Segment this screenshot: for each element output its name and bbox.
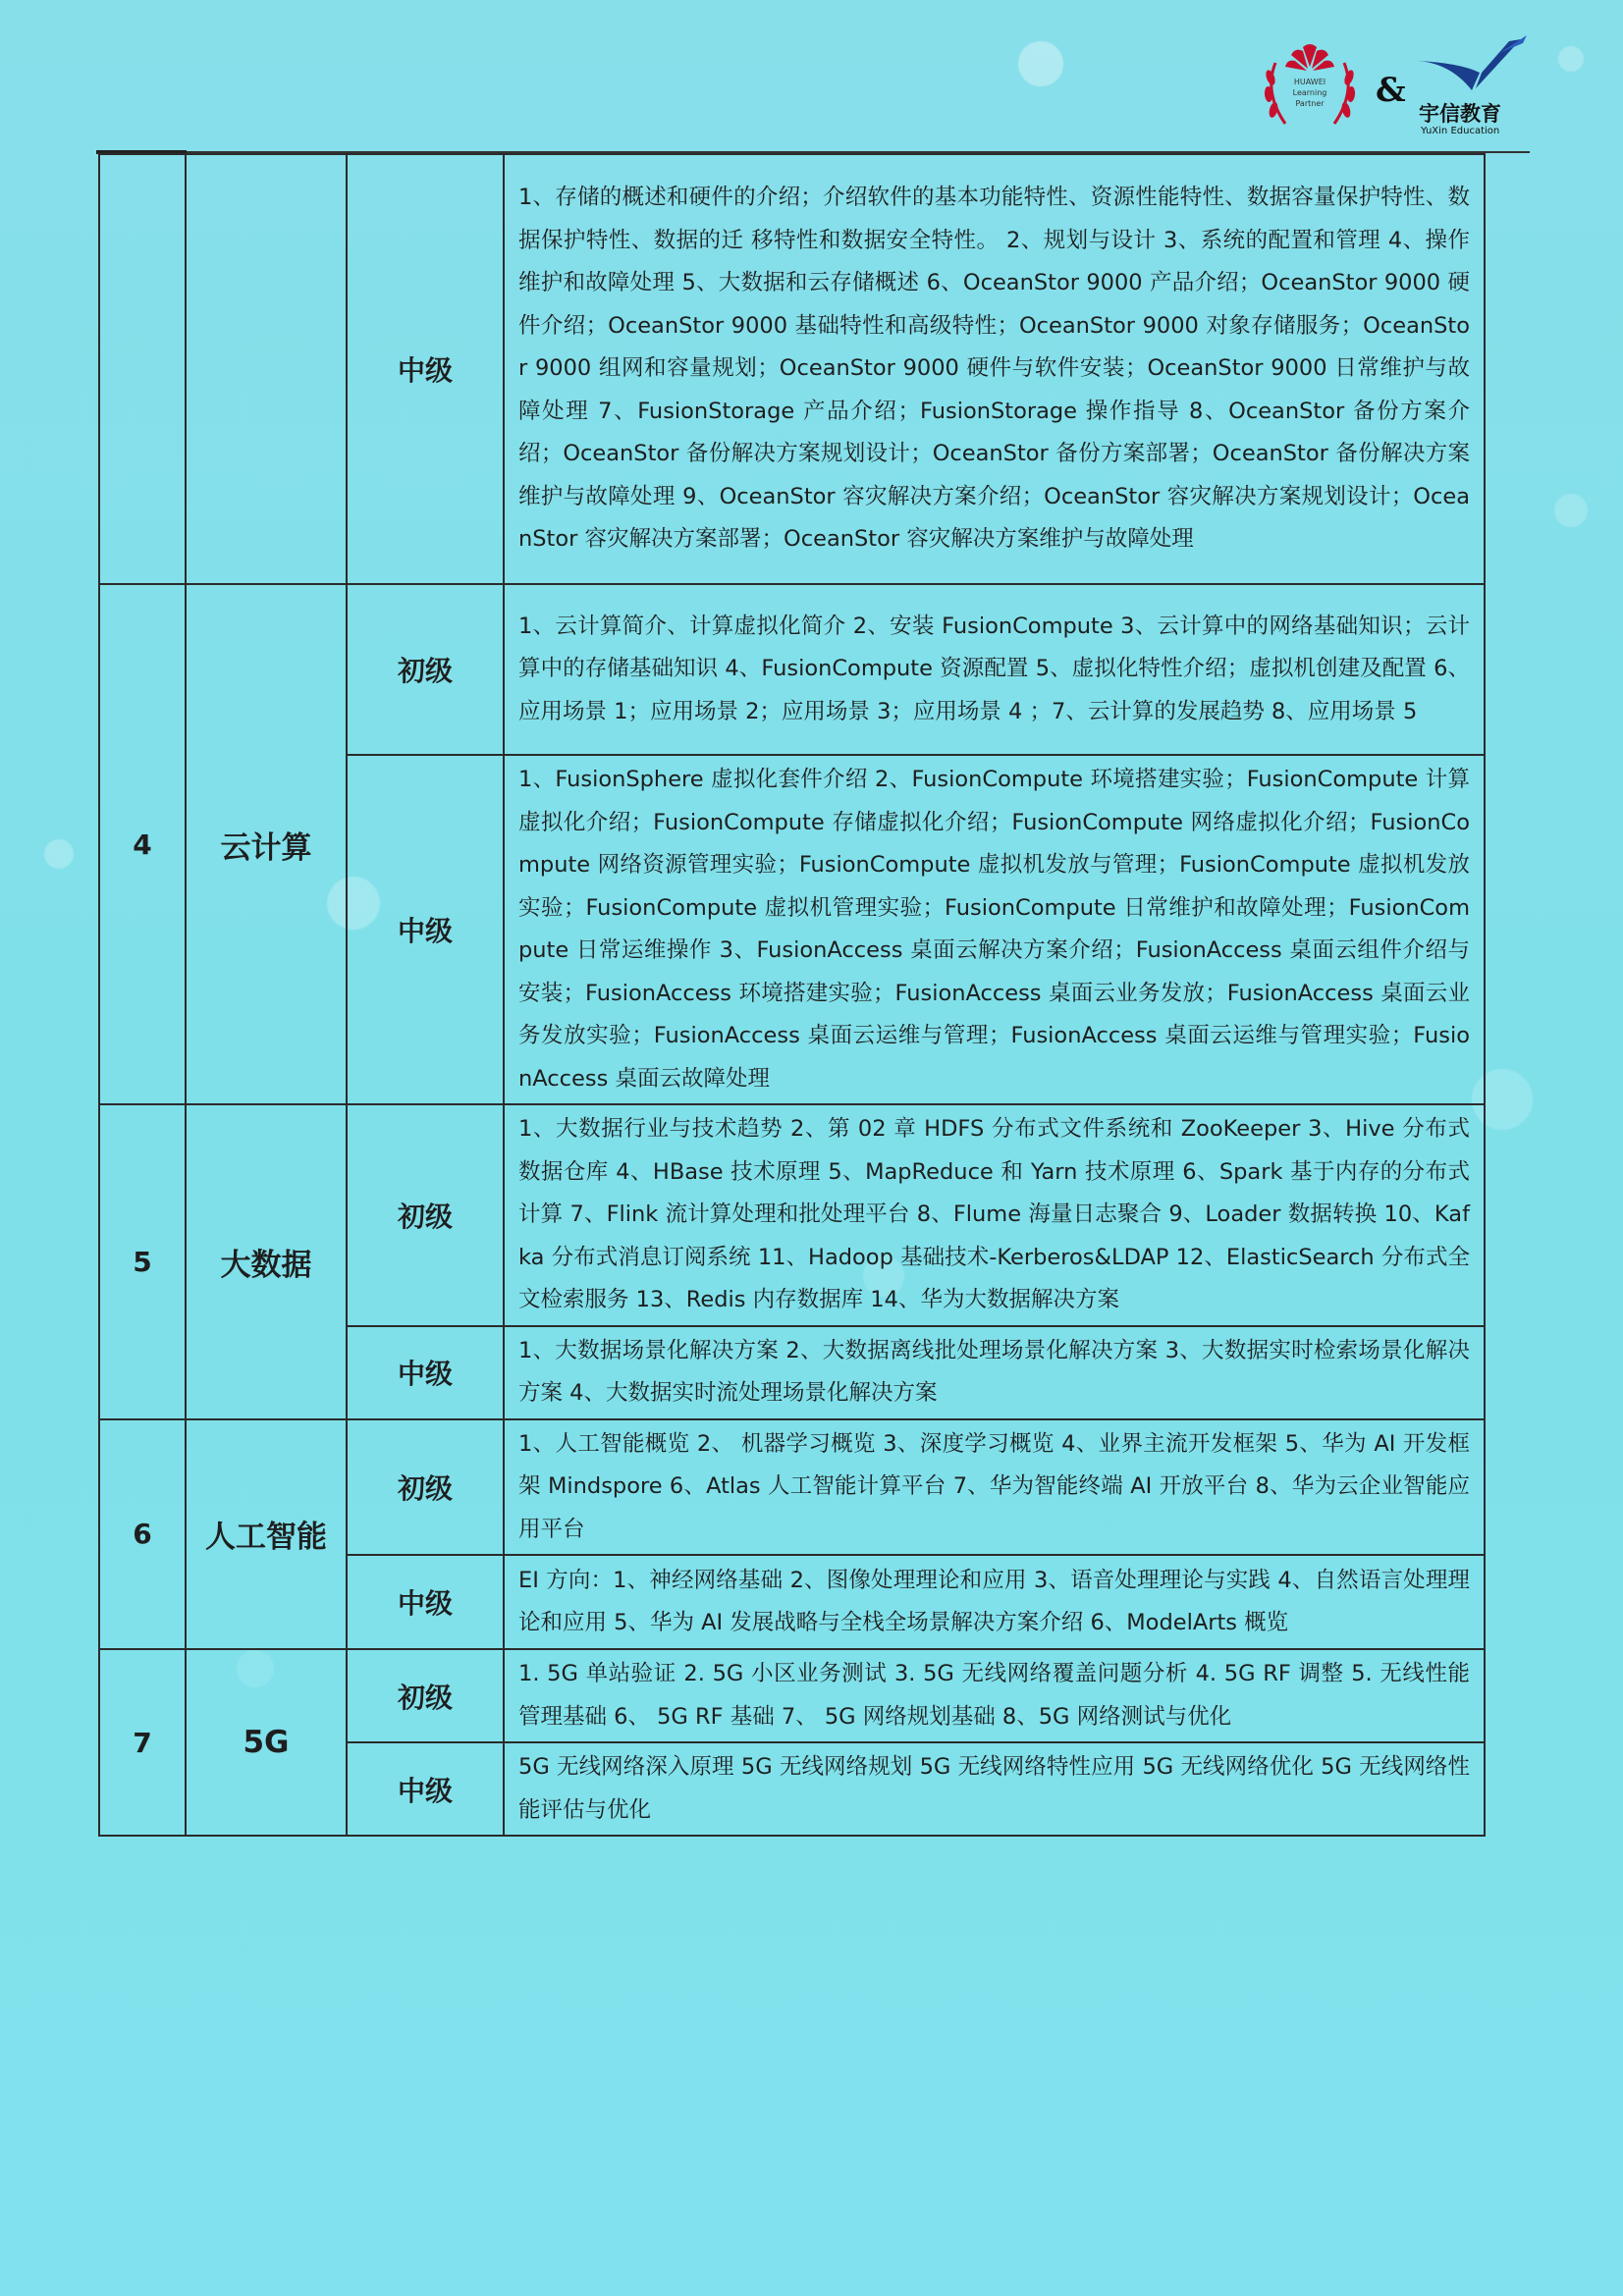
index-cell: 4	[99, 584, 186, 1104]
yuxin-wing-icon	[1411, 33, 1531, 96]
index-cell: 5	[99, 1104, 186, 1419]
content-cell: 1、大数据场景化解决方案 2、大数据离线批处理场景化解决方案 3、大数据实时检索场景化解决方案 4、大数据实时流处理场景化解决方案	[504, 1326, 1485, 1419]
table-row	[99, 1104, 1485, 1326]
content-cell: 1、存储的概述和硬件的介绍；介绍软件的基本功能特性、资源性能特性、数据容量保护特性、数据保护特性、数据的迁 移特性和数据安全特性。 2、规划与设计 3、系统的配置和管理 4、操作维护和故障处理 5、大数据和云存储概述 6、OceanStor 9000 产品介绍；OceanStor 9000 硬件介绍；OceanStor 9000 基础特性和高级特性；OceanStor 9000 对象存储服务；OceanStor 9000 组网和容量规划；OceanStor 9000 硬件与软件安装；OceanStor 9000 日常维护与故障处理 7、FusionStorage 产品介绍；FusionStorage 操作指导 8、OceanStor 备份方案介绍；OceanStor 备份解决方案规划设计；OceanStor 备份方案部署；OceanStor 备份解决方案维护与故障处理 9、OceanStor 容灾解决方案介绍；OceanStor 容灾解决方案规划设计；OceanStor 容灾解决方案部署；OceanStor 容灾解决方案维护与故障处理	[504, 154, 1485, 584]
badge-line-2: Learning	[1292, 88, 1327, 97]
level-cell: 初级	[347, 584, 504, 755]
level-cell: 中级	[347, 1742, 504, 1836]
header-logos	[1256, 33, 1531, 141]
index-cell: 6	[99, 1419, 186, 1650]
level-cell: 中级	[347, 1326, 504, 1419]
table-row	[99, 154, 1485, 584]
badge-line-1: HUAWEI	[1293, 78, 1326, 86]
level-cell: 中级	[347, 154, 504, 584]
level-cell: 初级	[347, 1419, 504, 1556]
level-cell: 中级	[347, 1555, 504, 1649]
level-cell: 中级	[347, 755, 504, 1104]
content-cell: 5G 无线网络深入原理 5G 无线网络规划 5G 无线网络特性应用 5G 无线网络优化 5G 无线网络性能评估与优化	[504, 1742, 1485, 1836]
yuxin-subtitle: YuXin Education	[1421, 126, 1500, 136]
index-cell: 7	[99, 1649, 186, 1836]
content-cell: 1、人工智能概览 2、 机器学习概览 3、深度学习概览 4、业界主流开发框架 5、华为 AI 开发框架 Mindspore 6、Atlas 人工智能计算平台 7、华为智能终端 AI 开放平台 8、华为云企业智能应用平台	[504, 1419, 1485, 1556]
content-cell: EI 方向：1、神经网络基础 2、图像处理理论和应用 3、语音处理理论与实践 4、自然语言处理理论和应用 5、华为 AI 发展战略与全栈全场景解决方案介绍 6、ModelArts 概览	[504, 1555, 1485, 1649]
level-cell: 初级	[347, 1649, 504, 1742]
content-cell: 1. 5G 单站验证 2. 5G 小区业务测试 3. 5G 无线网络覆盖问题分析 4. 5G RF 调整 5. 无线性能管理基础 6、 5G RF 基础 7、 5G 网络规划基础 8、5G 网络测试与优化	[504, 1649, 1485, 1742]
category-cell: 云计算	[186, 584, 347, 1104]
content-cell: 1、云计算简介、计算虚拟化简介 2、安装 FusionCompute 3、云计算中的网络基础知识；云计算中的存储基础知识 4、FusionCompute 资源配置 5、虚拟化特性介绍；虚拟机创建及配置 6、应用场景 1；应用场景 2；应用场景 3；应用场景 4 ；7、云计算的发展趋势 8、应用场景 5	[504, 584, 1485, 755]
badge-line-3: Partner	[1295, 99, 1325, 108]
content-cell: 1、FusionSphere 虚拟化套件介绍 2、FusionCompute 环境搭建实验；FusionCompute 计算虚拟化介绍；FusionCompute 存储虚拟化介绍；FusionCompute 网络虚拟化介绍；FusionCompute 网络资源管理实验；FusionCompute 虚拟机发放与管理；FusionCompute 虚拟机发放实验；FusionCompute 虚拟机管理实验；FusionCompute 日常维护和故障处理；FusionCompute 日常运维操作 3、FusionAccess 桌面云解决方案介绍；FusionAccess 桌面云组件介绍与安装；FusionAccess 环境搭建实验；FusionAccess 桌面云业务发放；FusionAccess 桌面云业务发放实验；FusionAccess 桌面云运维与管理；FusionAccess 桌面云运维与管理实验；FusionAccess 桌面云故障处理	[504, 755, 1485, 1104]
table-row	[99, 584, 1485, 755]
course-table	[98, 153, 1486, 1837]
category-cell: 人工智能	[186, 1419, 347, 1650]
table-row	[99, 1649, 1485, 1742]
index-cell	[99, 154, 186, 584]
content-cell: 1、大数据行业与技术趋势 2、第 02 章 HDFS 分布式文件系统和 ZooKeeper 3、Hive 分布式数据仓库 4、HBase 技术原理 5、MapReduce 和 Yarn 技术原理 6、Spark 基于内存的分布式计算 7、Flink 流计算处理和批处理平台 8、Flume 海量日志聚合 9、Loader 数据转换 10、Kafka 分布式消息订阅系统 11、Hadoop 基础技术-Kerberos&LDAP 12、ElasticSearch 分布式全文检索服务 13、Redis 内存数据库 14、华为大数据解决方案	[504, 1104, 1485, 1326]
table-row	[99, 1419, 1485, 1556]
category-cell: 大数据	[186, 1104, 347, 1419]
yuxin-name: 宇信教育	[1419, 102, 1501, 126]
huawei-learning-partner-logo	[1256, 33, 1364, 141]
category-cell: 5G	[186, 1649, 347, 1836]
category-cell	[186, 154, 347, 584]
ampersand: &	[1376, 71, 1406, 110]
level-cell: 初级	[347, 1104, 504, 1326]
yuxin-logo	[1411, 33, 1531, 141]
